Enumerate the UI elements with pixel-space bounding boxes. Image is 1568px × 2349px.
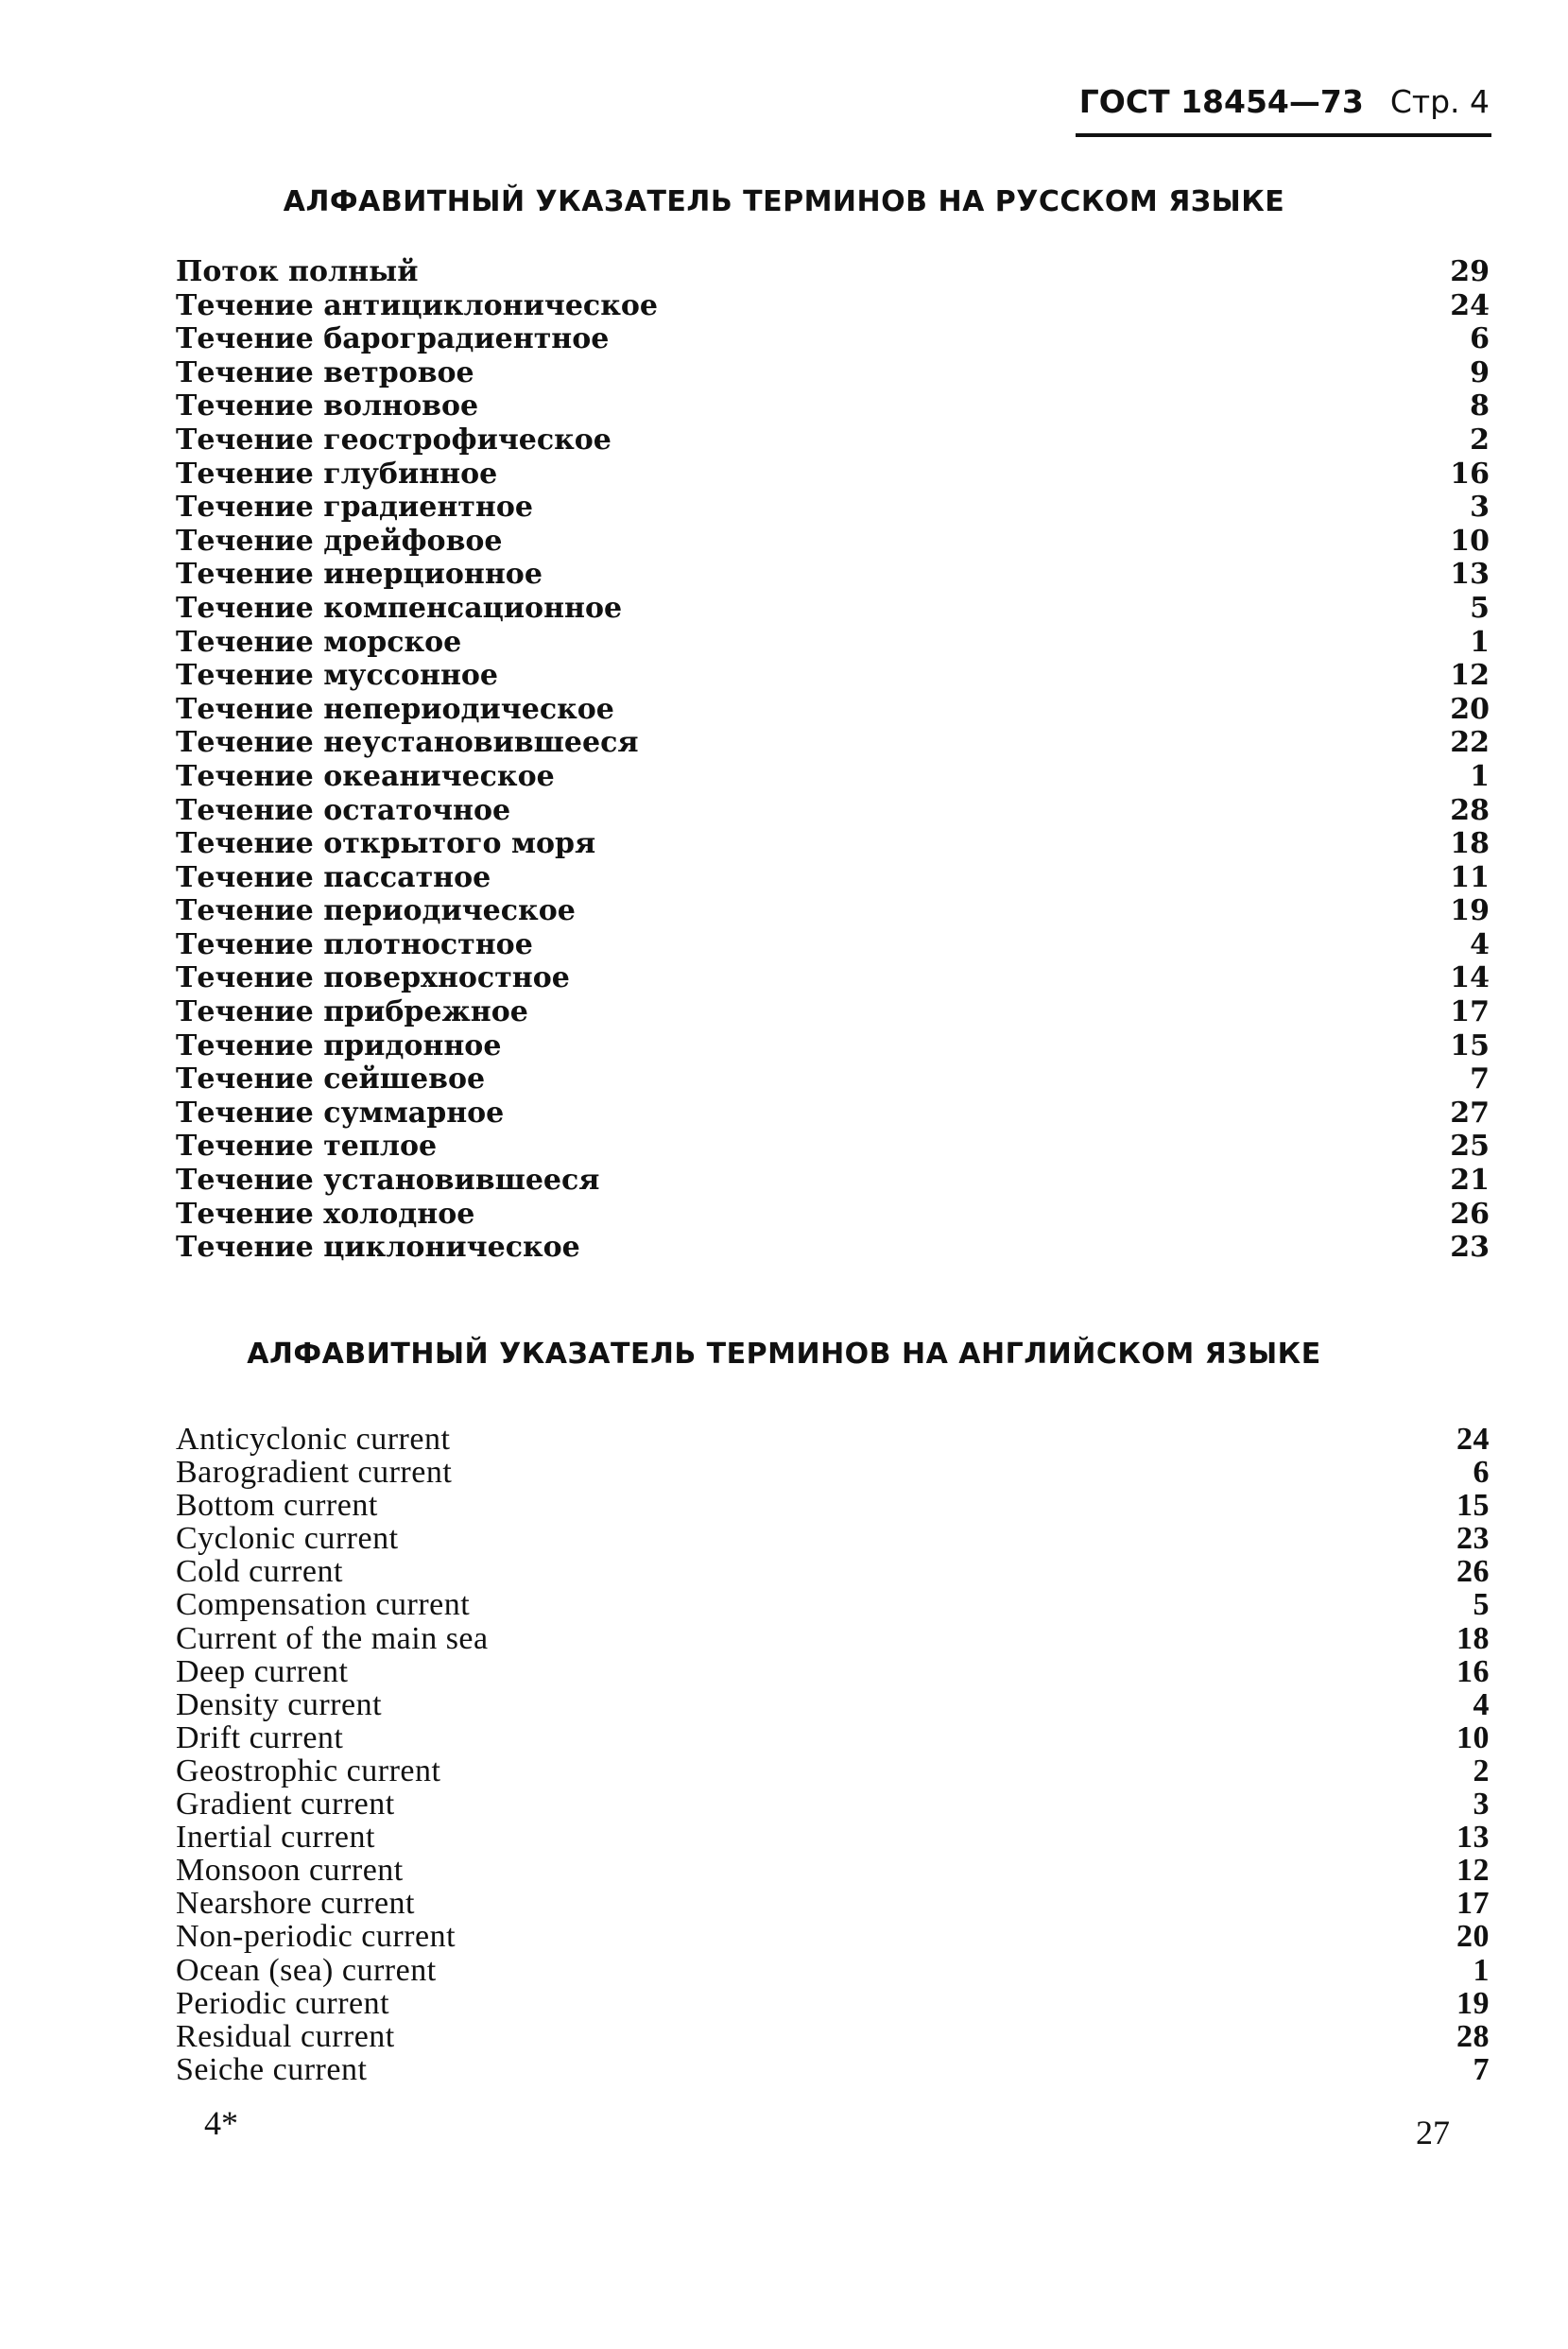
index-entry (176, 356, 1490, 390)
index-term-number: 15 (1450, 1028, 1490, 1062)
index-term: Течение непериодическое (176, 692, 614, 726)
index-term-number: 28 (1450, 793, 1490, 827)
page-header (1066, 83, 1490, 129)
index-term-number: 20 (1456, 1919, 1490, 1955)
index-term-number: 3 (1470, 491, 1490, 525)
index-entry (176, 1423, 1490, 1456)
index-entry (176, 961, 1490, 995)
index-term: Periodic current (176, 1985, 390, 2021)
index-term: Density current (176, 1686, 383, 1722)
index-entry (176, 760, 1490, 794)
index-entry (176, 423, 1490, 458)
index-term-number: 20 (1450, 692, 1490, 726)
index-entry (176, 861, 1490, 895)
index-term-number: 18 (1456, 1620, 1490, 1656)
index-term-number: 22 (1450, 726, 1490, 760)
index-term: Течение геострофическое (176, 423, 612, 457)
index-term-number: 24 (1450, 288, 1490, 322)
index-entry (176, 1854, 1490, 1887)
index-term-number: 17 (1456, 1886, 1490, 1922)
index-term-number: 4 (1473, 1686, 1490, 1722)
index-term-number: 13 (1450, 558, 1490, 592)
index-term: Течение компенсационное (176, 591, 623, 625)
index-term: Течение морское (176, 625, 462, 659)
index-entry (176, 1231, 1490, 1265)
index-term-number: 12 (1450, 659, 1490, 693)
index-term-number: 16 (1456, 1653, 1490, 1689)
index-entry (176, 525, 1490, 559)
index-entry (176, 1954, 1490, 1987)
index-term-number: 4 (1470, 927, 1490, 961)
index-term-number: 5 (1473, 1587, 1490, 1623)
index-term: Deep current (176, 1653, 349, 1689)
index-entry (176, 626, 1490, 660)
index-term: Течение открытого моря (176, 827, 596, 861)
english-index-list (176, 1423, 1490, 2086)
index-entry (176, 1655, 1490, 1688)
standard-number: ГОСТ 18454—73 (1078, 83, 1364, 120)
signature-mark: 4* (204, 2104, 238, 2142)
index-term-number: 5 (1470, 591, 1490, 625)
index-entry (176, 794, 1490, 828)
index-term-number: 25 (1450, 1130, 1490, 1164)
index-entry (176, 458, 1490, 492)
index-term: Течение циклоническое (176, 1231, 580, 1265)
index-term: Течение инерционное (176, 558, 543, 592)
index-term: Течение плотностное (176, 927, 533, 961)
index-term: Anticyclonic current (176, 1422, 451, 1457)
index-entry (176, 1198, 1490, 1232)
index-term: Monsoon current (176, 1853, 404, 1889)
index-term: Течение антициклоническое (176, 288, 658, 322)
index-term: Течение волновое (176, 389, 479, 423)
index-term: Течение прибрежное (176, 995, 528, 1029)
index-term: Geostrophic current (176, 1753, 441, 1788)
russian-index-list (176, 255, 1490, 1265)
index-term: Течение холодное (176, 1197, 475, 1231)
index-term: Течение дрейфовое (176, 524, 503, 558)
index-term-number: 19 (1456, 1985, 1490, 2021)
index-entry (176, 1622, 1490, 1655)
index-term-number: 7 (1473, 2051, 1490, 2087)
index-entry (176, 1588, 1490, 1621)
index-entry (176, 1887, 1490, 1920)
index-entry (176, 1920, 1490, 1953)
index-entry (176, 2053, 1490, 2086)
index-term-number: 8 (1470, 389, 1490, 423)
index-term: Течение глубинное (176, 457, 498, 491)
index-term-number: 12 (1456, 1853, 1490, 1889)
index-entry (176, 1029, 1490, 1063)
index-entry (176, 1555, 1490, 1588)
index-term-number: 21 (1450, 1164, 1490, 1198)
index-term: Gradient current (176, 1787, 395, 1822)
index-entry (176, 659, 1490, 693)
index-entry (176, 2020, 1490, 2053)
index-term-number: 13 (1456, 1820, 1490, 1856)
index-entry (176, 894, 1490, 928)
index-entry (176, 289, 1490, 323)
index-term: Течение ветровое (176, 355, 474, 389)
index-term: Течение остаточное (176, 793, 511, 827)
index-term: Cyclonic current (176, 1521, 399, 1557)
index-term: Non-periodic current (176, 1919, 457, 1955)
index-term-number: 10 (1450, 524, 1490, 558)
index-term: Поток полный (176, 255, 419, 288)
index-term-number: 27 (1450, 1096, 1490, 1130)
index-entry (176, 928, 1490, 962)
index-entry (176, 322, 1490, 356)
index-term: Течение поверхностное (176, 961, 570, 995)
index-term-number: 1 (1470, 759, 1490, 793)
index-entry (176, 827, 1490, 861)
index-term: Cold current (176, 1554, 343, 1590)
page-number: 27 (1416, 2114, 1450, 2151)
index-term-number: 7 (1470, 1062, 1490, 1097)
index-term-number: 23 (1450, 1231, 1490, 1265)
index-entry (176, 1522, 1490, 1555)
english-index-title: АЛФАВИТНЫЙ УКАЗАТЕЛЬ ТЕРМИНОВ НА АНГЛИЙСКОМ ЯЗЫКЕ (247, 1338, 1321, 1371)
index-term-number: 23 (1456, 1521, 1490, 1557)
index-term: Inertial current (176, 1820, 375, 1856)
index-term: Ocean (sea) current (176, 1952, 437, 1988)
index-term-number: 17 (1450, 995, 1490, 1029)
index-term: Drift current (176, 1719, 344, 1755)
index-entry (176, 1164, 1490, 1198)
index-entry (176, 726, 1490, 760)
index-entry (176, 255, 1490, 289)
index-term: Течение периодическое (176, 894, 576, 928)
index-term-number: 1 (1473, 1952, 1490, 1988)
index-entry (176, 1489, 1490, 1522)
index-term-number: 18 (1450, 827, 1490, 861)
index-term-number: 16 (1450, 457, 1490, 491)
index-term-number: 26 (1450, 1197, 1490, 1231)
index-term-number: 9 (1470, 355, 1490, 389)
index-term-number: 11 (1450, 860, 1490, 894)
index-term: Течение бароградиентное (176, 322, 610, 356)
index-term-number: 19 (1450, 894, 1490, 928)
index-entry (176, 389, 1490, 423)
index-entry (176, 1097, 1490, 1131)
russian-index-title: АЛФАВИТНЫЙ УКАЗАТЕЛЬ ТЕРМИНОВ НА РУССКОМ ЯЗЫКЕ (283, 185, 1285, 218)
index-term: Residual current (176, 2018, 395, 2054)
index-term-number: 1 (1470, 625, 1490, 659)
index-term-number: 6 (1470, 322, 1490, 356)
index-entry (176, 1456, 1490, 1489)
index-term-number: 26 (1456, 1554, 1490, 1590)
index-entry (176, 693, 1490, 727)
index-term: Течение сейшевое (176, 1062, 486, 1097)
index-entry (176, 1688, 1490, 1721)
index-term-number: 2 (1473, 1753, 1490, 1788)
page-label: Стр. 4 (1389, 83, 1490, 120)
index-entry (176, 995, 1490, 1029)
index-term: Current of the main sea (176, 1620, 489, 1656)
index-term-number: 15 (1456, 1488, 1490, 1524)
index-term: Течение придонное (176, 1028, 502, 1062)
index-term: Течение океаническое (176, 759, 555, 793)
index-entry (176, 1130, 1490, 1164)
index-term: Течение неустановившееся (176, 726, 639, 760)
index-term-number: 28 (1456, 2018, 1490, 2054)
index-term: Течение муссонное (176, 659, 499, 693)
index-term: Течение теплое (176, 1130, 438, 1164)
index-entry (176, 558, 1490, 592)
header-rule (1076, 133, 1491, 137)
index-term: Nearshore current (176, 1886, 415, 1922)
index-entry (176, 1754, 1490, 1788)
index-term-number: 14 (1450, 961, 1490, 995)
index-term-number: 3 (1473, 1787, 1490, 1822)
index-entry (176, 1721, 1490, 1754)
index-entry (176, 1987, 1490, 2020)
index-term-number: 6 (1473, 1455, 1490, 1491)
index-entry (176, 491, 1490, 525)
index-entry (176, 592, 1490, 626)
index-term: Течение градиентное (176, 491, 533, 525)
index-term: Течение пассатное (176, 860, 491, 894)
index-term-number: 10 (1456, 1719, 1490, 1755)
index-entry (176, 1821, 1490, 1854)
index-term: Seiche current (176, 2051, 368, 2087)
index-term-number: 24 (1456, 1422, 1490, 1457)
index-term: Compensation current (176, 1587, 471, 1623)
index-entry (176, 1062, 1490, 1097)
index-entry (176, 1788, 1490, 1821)
index-term: Barogradient current (176, 1455, 453, 1491)
index-term-number: 29 (1450, 255, 1490, 288)
index-term: Bottom current (176, 1488, 378, 1524)
index-term: Течение суммарное (176, 1096, 505, 1130)
index-term: Течение установившееся (176, 1164, 600, 1198)
index-term-number: 2 (1470, 423, 1490, 457)
